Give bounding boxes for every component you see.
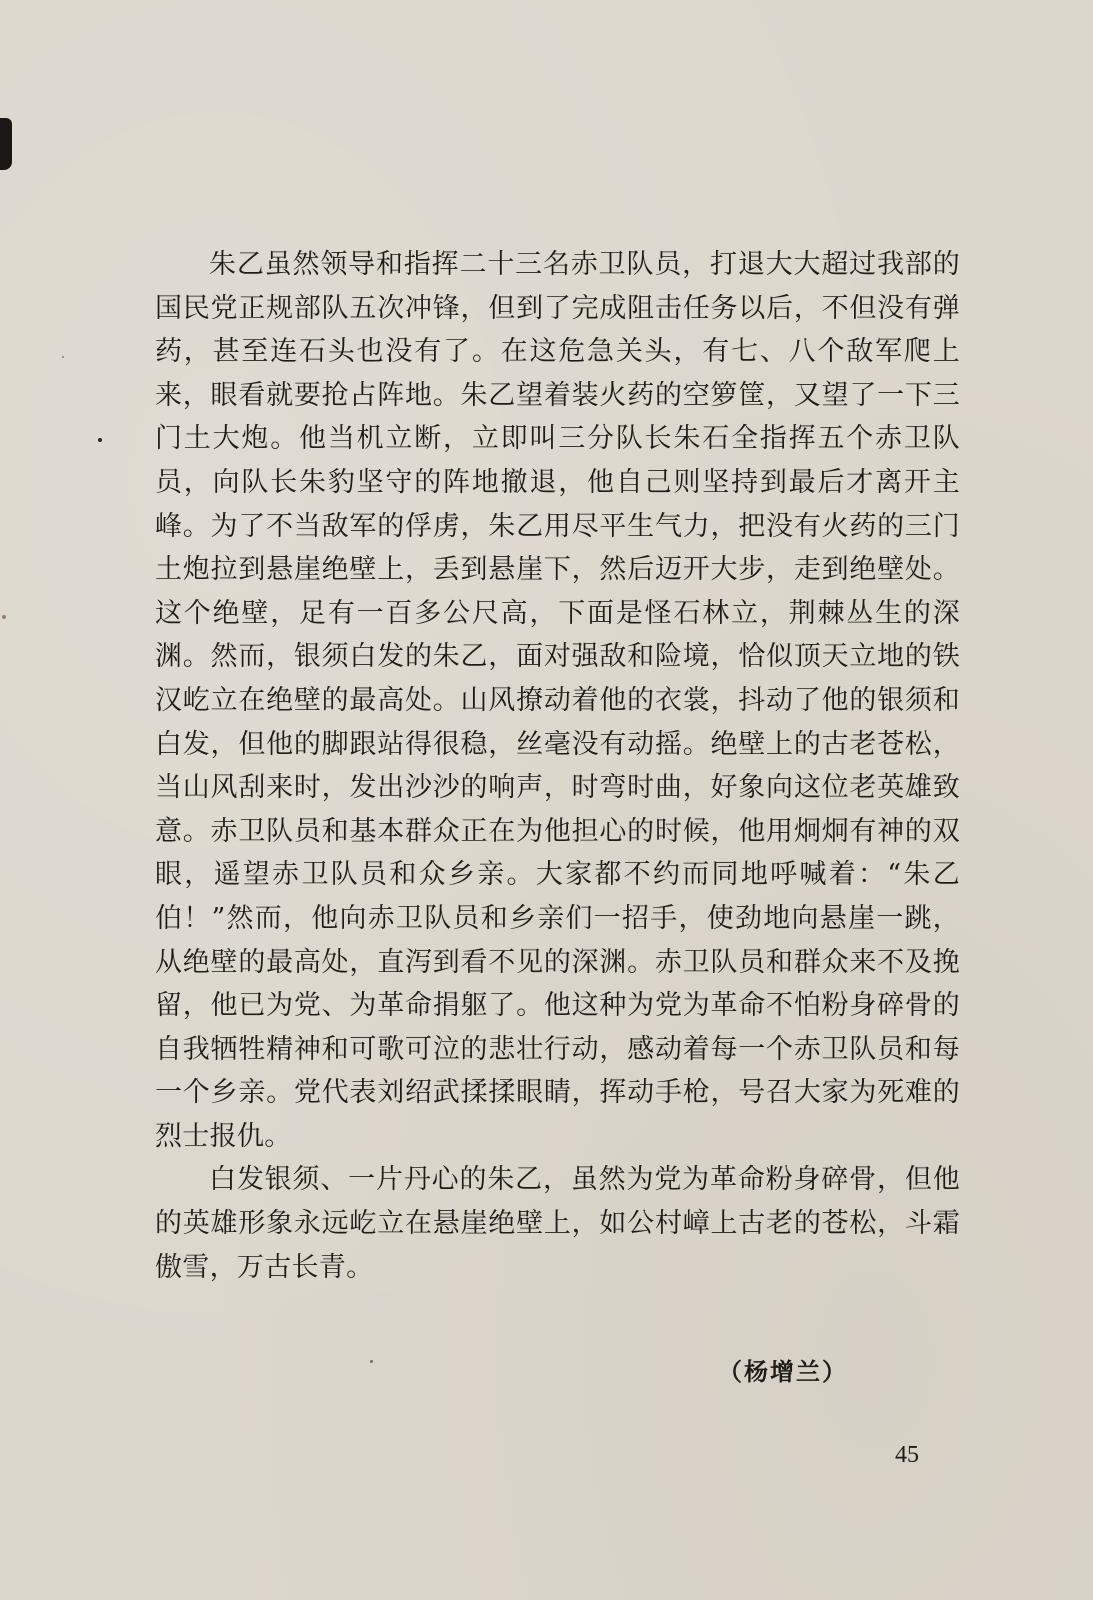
paragraph: 朱乙虽然领导和指挥二十三名赤卫队员，打退大大超过我部的国民党正规部队五次冲锋，但到了完成阻击任务以后，不但没有弹药，甚至连石头也没有了。在这危急关头，有七、八个敌军爬上来，眼看就要抢占阵地。朱乙望着装火药的空箩筐，又望了一下三门土大炮。他当机立断，立即叫三分队长朱石全指挥五个赤卫队员，向队长朱豹坚守的阵地撤退，他自己则坚持到最后才离开主峰。为了不当敌军的俘虏，朱乙用尽平生气力，把没有火药的三门土炮拉到悬崖绝壁上，丢到悬崖下，然后迈开大步，走到绝壁处。这个绝壁，足有一百多公尺高，下面是怪石林立，荆棘丛生的深渊。然而，银须白发的朱乙，面对强敌和险境，恰似顶天立地的铁汉屹立在绝壁的最高处。山风撩动着他的衣裳，抖动了他的银须和白发，但他的脚跟站得很稳，丝毫没有动摇。绝壁上的古老苍松，当山风刮来时，发出沙沙的响声，时弯时曲，好象向这位老英雄致意。赤卫队员和基本群众正在为他担心的时候，他用炯炯有神的双眼，遥望赤卫队员和众乡亲。大家都不约而同地呼喊着：“朱乙伯！”然而，他向赤卫队员和乡亲们一招手，使劲地向悬崖一跳，从绝壁的最高处，直泻到看不见的深渊。赤卫队员和群众来不及挽留，他已为党、为革命捐躯了。他这种为党为革命不怕粉身碎骨的自我牺牲精神和可歌可泣的悲壮行动，感动着每一个赤卫队员和每一个乡亲。党代表刘绍武揉揉眼睛，挥动手枪，号召大家为死难的烈士报仇。 xyxy=(155,249,960,1152)
ink-speck xyxy=(370,1360,373,1363)
body-text xyxy=(155,243,960,1289)
author-credit: （杨增兰） xyxy=(718,1357,848,1386)
binding-mark xyxy=(0,118,12,170)
ink-speck xyxy=(2,615,6,619)
ink-speck xyxy=(98,438,102,442)
page-number: 45 xyxy=(895,1442,919,1468)
paragraph: 白发银须、一片丹心的朱乙，虽然为党为革命粉身碎骨，但他的英雄形象永远屹立在悬崖绝壁上，如公村嶂上古老的苍松，斗霜傲雪，万古长青。 xyxy=(155,1164,960,1283)
ink-speck xyxy=(62,356,64,358)
